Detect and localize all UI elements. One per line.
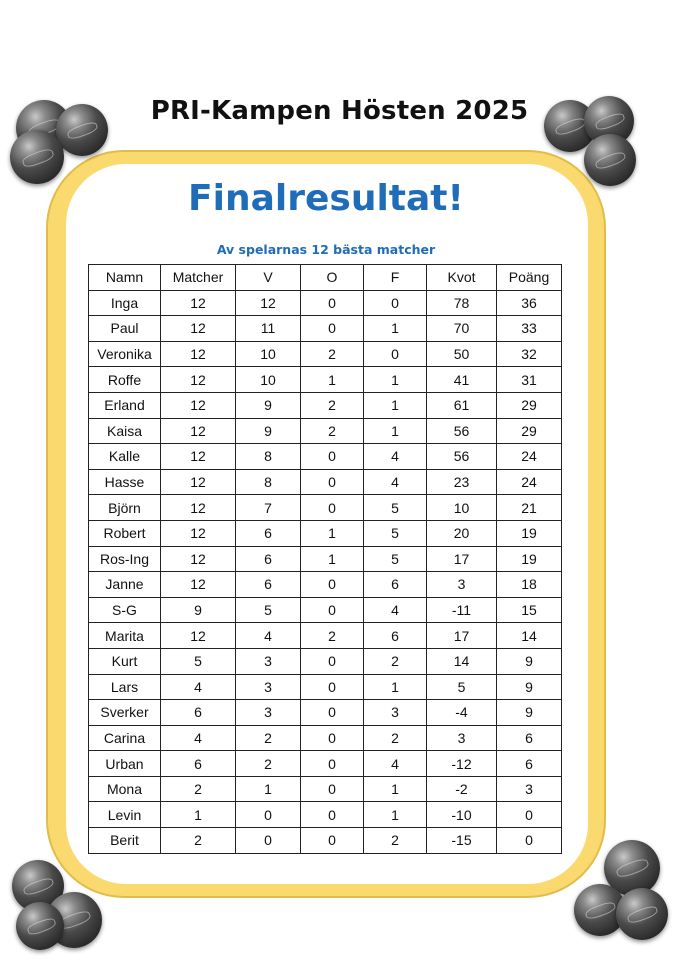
cell-losses: 1 <box>364 392 427 418</box>
cell-wins: 2 <box>236 725 301 751</box>
cell-quota: -4 <box>427 700 497 726</box>
cell-points: 6 <box>497 751 562 777</box>
table-row <box>89 648 562 674</box>
cell-name: Mona <box>89 776 161 802</box>
cell-quota: 41 <box>427 367 497 393</box>
table-row <box>89 751 562 777</box>
table-row <box>89 444 562 470</box>
cell-name: Sverker <box>89 700 161 726</box>
cell-matches: 12 <box>161 469 236 495</box>
table-row <box>89 597 562 623</box>
cell-name: Levin <box>89 802 161 828</box>
cell-losses: 0 <box>364 290 427 316</box>
cell-name: Björn <box>89 495 161 521</box>
cell-draws: 0 <box>301 290 364 316</box>
cell-draws: 0 <box>301 725 364 751</box>
cell-points: 3 <box>497 776 562 802</box>
table-row <box>89 392 562 418</box>
table-row <box>89 776 562 802</box>
cell-name: Paul <box>89 316 161 342</box>
cell-points: 0 <box>497 828 562 854</box>
cell-quota: 14 <box>427 648 497 674</box>
cell-draws: 0 <box>301 648 364 674</box>
cell-draws: 0 <box>301 444 364 470</box>
cell-matches: 1 <box>161 802 236 828</box>
cell-points: 6 <box>497 725 562 751</box>
cell-matches: 12 <box>161 520 236 546</box>
cell-points: 19 <box>497 520 562 546</box>
cell-matches: 12 <box>161 546 236 572</box>
cell-draws: 2 <box>301 418 364 444</box>
cell-quota: 61 <box>427 392 497 418</box>
cell-losses: 1 <box>364 776 427 802</box>
cell-wins: 9 <box>236 392 301 418</box>
cell-points: 36 <box>497 290 562 316</box>
cell-losses: 2 <box>364 725 427 751</box>
cell-name: Kurt <box>89 648 161 674</box>
cell-matches: 4 <box>161 674 236 700</box>
cell-wins: 4 <box>236 623 301 649</box>
cell-quota: -11 <box>427 597 497 623</box>
cell-matches: 12 <box>161 367 236 393</box>
cell-wins: 0 <box>236 802 301 828</box>
cell-matches: 12 <box>161 290 236 316</box>
cell-losses: 5 <box>364 546 427 572</box>
table-row <box>89 674 562 700</box>
table-row <box>89 290 562 316</box>
column-header-name: Namn <box>89 265 161 291</box>
cell-matches: 12 <box>161 444 236 470</box>
cell-points: 29 <box>497 392 562 418</box>
cell-matches: 12 <box>161 418 236 444</box>
cell-losses: 1 <box>364 367 427 393</box>
table-row <box>89 316 562 342</box>
cell-wins: 3 <box>236 700 301 726</box>
cell-quota: 17 <box>427 546 497 572</box>
cell-quota: 56 <box>427 418 497 444</box>
cell-losses: 6 <box>364 623 427 649</box>
cell-matches: 6 <box>161 751 236 777</box>
column-header-points: Poäng <box>497 265 562 291</box>
cell-losses: 1 <box>364 316 427 342</box>
cell-name: Ros-Ing <box>89 546 161 572</box>
table-row <box>89 341 562 367</box>
cell-name: S-G <box>89 597 161 623</box>
cell-matches: 4 <box>161 725 236 751</box>
cell-quota: 5 <box>427 674 497 700</box>
petanque-balls-icon <box>8 92 108 187</box>
cell-points: 15 <box>497 597 562 623</box>
cell-points: 21 <box>497 495 562 521</box>
column-header-losses: F <box>364 265 427 291</box>
cell-wins: 0 <box>236 828 301 854</box>
cell-points: 29 <box>497 418 562 444</box>
table-row <box>89 520 562 546</box>
cell-draws: 0 <box>301 674 364 700</box>
cell-wins: 6 <box>236 520 301 546</box>
table-row <box>89 469 562 495</box>
cell-draws: 1 <box>301 546 364 572</box>
cell-draws: 2 <box>301 341 364 367</box>
cell-losses: 4 <box>364 597 427 623</box>
cell-points: 24 <box>497 444 562 470</box>
table-row <box>89 572 562 598</box>
column-header-wins: V <box>236 265 301 291</box>
cell-losses: 4 <box>364 751 427 777</box>
cell-matches: 12 <box>161 572 236 598</box>
table-row <box>89 828 562 854</box>
cell-points: 14 <box>497 623 562 649</box>
cell-draws: 2 <box>301 392 364 418</box>
cell-matches: 12 <box>161 392 236 418</box>
cell-losses: 5 <box>364 520 427 546</box>
cell-quota: -10 <box>427 802 497 828</box>
cell-wins: 3 <box>236 648 301 674</box>
cell-quota: 20 <box>427 520 497 546</box>
cell-matches: 5 <box>161 648 236 674</box>
cell-name: Erland <box>89 392 161 418</box>
cell-losses: 2 <box>364 828 427 854</box>
cell-matches: 12 <box>161 623 236 649</box>
cell-quota: 56 <box>427 444 497 470</box>
cell-quota: 3 <box>427 725 497 751</box>
cell-points: 32 <box>497 341 562 367</box>
table-row <box>89 725 562 751</box>
cell-losses: 3 <box>364 700 427 726</box>
table-header-row <box>89 265 562 291</box>
cell-wins: 8 <box>236 444 301 470</box>
cell-name: Janne <box>89 572 161 598</box>
column-header-draws: O <box>301 265 364 291</box>
table-row <box>89 623 562 649</box>
cell-draws: 0 <box>301 495 364 521</box>
cell-points: 19 <box>497 546 562 572</box>
cell-wins: 8 <box>236 469 301 495</box>
cell-quota: 78 <box>427 290 497 316</box>
cell-draws: 0 <box>301 572 364 598</box>
cell-points: 24 <box>497 469 562 495</box>
cell-name: Roffe <box>89 367 161 393</box>
cell-quota: -15 <box>427 828 497 854</box>
cell-draws: 0 <box>301 700 364 726</box>
cell-losses: 1 <box>364 418 427 444</box>
cell-losses: 5 <box>364 495 427 521</box>
cell-name: Berit <box>89 828 161 854</box>
cell-losses: 2 <box>364 648 427 674</box>
table-row <box>89 418 562 444</box>
cell-matches: 2 <box>161 776 236 802</box>
cell-losses: 4 <box>364 469 427 495</box>
cell-wins: 11 <box>236 316 301 342</box>
cell-points: 9 <box>497 674 562 700</box>
cell-points: 31 <box>497 367 562 393</box>
cell-matches: 2 <box>161 828 236 854</box>
cell-quota: -2 <box>427 776 497 802</box>
headline: Finalresultat! <box>188 178 464 219</box>
cell-matches: 12 <box>161 495 236 521</box>
cell-draws: 0 <box>301 751 364 777</box>
cell-points: 9 <box>497 648 562 674</box>
cell-losses: 1 <box>364 674 427 700</box>
cell-draws: 0 <box>301 316 364 342</box>
cell-quota: 17 <box>427 623 497 649</box>
cell-wins: 2 <box>236 751 301 777</box>
cell-draws: 2 <box>301 623 364 649</box>
cell-quota: 70 <box>427 316 497 342</box>
cell-quota: 50 <box>427 341 497 367</box>
cell-wins: 10 <box>236 367 301 393</box>
cell-quota: 23 <box>427 469 497 495</box>
cell-points: 33 <box>497 316 562 342</box>
cell-wins: 6 <box>236 572 301 598</box>
cell-losses: 1 <box>364 802 427 828</box>
cell-draws: 0 <box>301 802 364 828</box>
cell-wins: 3 <box>236 674 301 700</box>
cell-name: Inga <box>89 290 161 316</box>
cell-losses: 0 <box>364 341 427 367</box>
cell-name: Carina <box>89 725 161 751</box>
cell-losses: 6 <box>364 572 427 598</box>
column-header-matches: Matcher <box>161 265 236 291</box>
cell-draws: 0 <box>301 776 364 802</box>
table-row <box>89 802 562 828</box>
subtitle: Av spelarnas 12 bästa matcher <box>216 242 436 257</box>
cell-name: Marita <box>89 623 161 649</box>
cell-draws: 1 <box>301 367 364 393</box>
cell-wins: 1 <box>236 776 301 802</box>
cell-name: Robert <box>89 520 161 546</box>
page-title: PRI-Kampen Hösten 2025 <box>150 96 529 126</box>
cell-draws: 0 <box>301 469 364 495</box>
column-header-quota: Kvot <box>427 265 497 291</box>
table-row <box>89 495 562 521</box>
cell-quota: 3 <box>427 572 497 598</box>
table-row <box>89 700 562 726</box>
cell-name: Lars <box>89 674 161 700</box>
cell-wins: 12 <box>236 290 301 316</box>
cell-wins: 5 <box>236 597 301 623</box>
cell-matches: 12 <box>161 341 236 367</box>
table-row <box>89 546 562 572</box>
table-row <box>89 367 562 393</box>
cell-points: 18 <box>497 572 562 598</box>
cell-wins: 6 <box>236 546 301 572</box>
cell-name: Hasse <box>89 469 161 495</box>
petanque-balls-icon <box>10 858 110 958</box>
cell-draws: 0 <box>301 597 364 623</box>
petanque-balls-icon <box>540 90 640 190</box>
cell-quota: -12 <box>427 751 497 777</box>
cell-matches: 12 <box>161 316 236 342</box>
cell-name: Urban <box>89 751 161 777</box>
cell-wins: 7 <box>236 495 301 521</box>
cell-points: 9 <box>497 700 562 726</box>
cell-draws: 0 <box>301 828 364 854</box>
petanque-balls-icon <box>570 838 676 948</box>
cell-name: Kaisa <box>89 418 161 444</box>
results-table <box>88 264 562 854</box>
cell-points: 0 <box>497 802 562 828</box>
cell-draws: 1 <box>301 520 364 546</box>
cell-losses: 4 <box>364 444 427 470</box>
cell-name: Veronika <box>89 341 161 367</box>
cell-wins: 9 <box>236 418 301 444</box>
cell-matches: 6 <box>161 700 236 726</box>
cell-matches: 9 <box>161 597 236 623</box>
cell-wins: 10 <box>236 341 301 367</box>
cell-quota: 10 <box>427 495 497 521</box>
cell-name: Kalle <box>89 444 161 470</box>
